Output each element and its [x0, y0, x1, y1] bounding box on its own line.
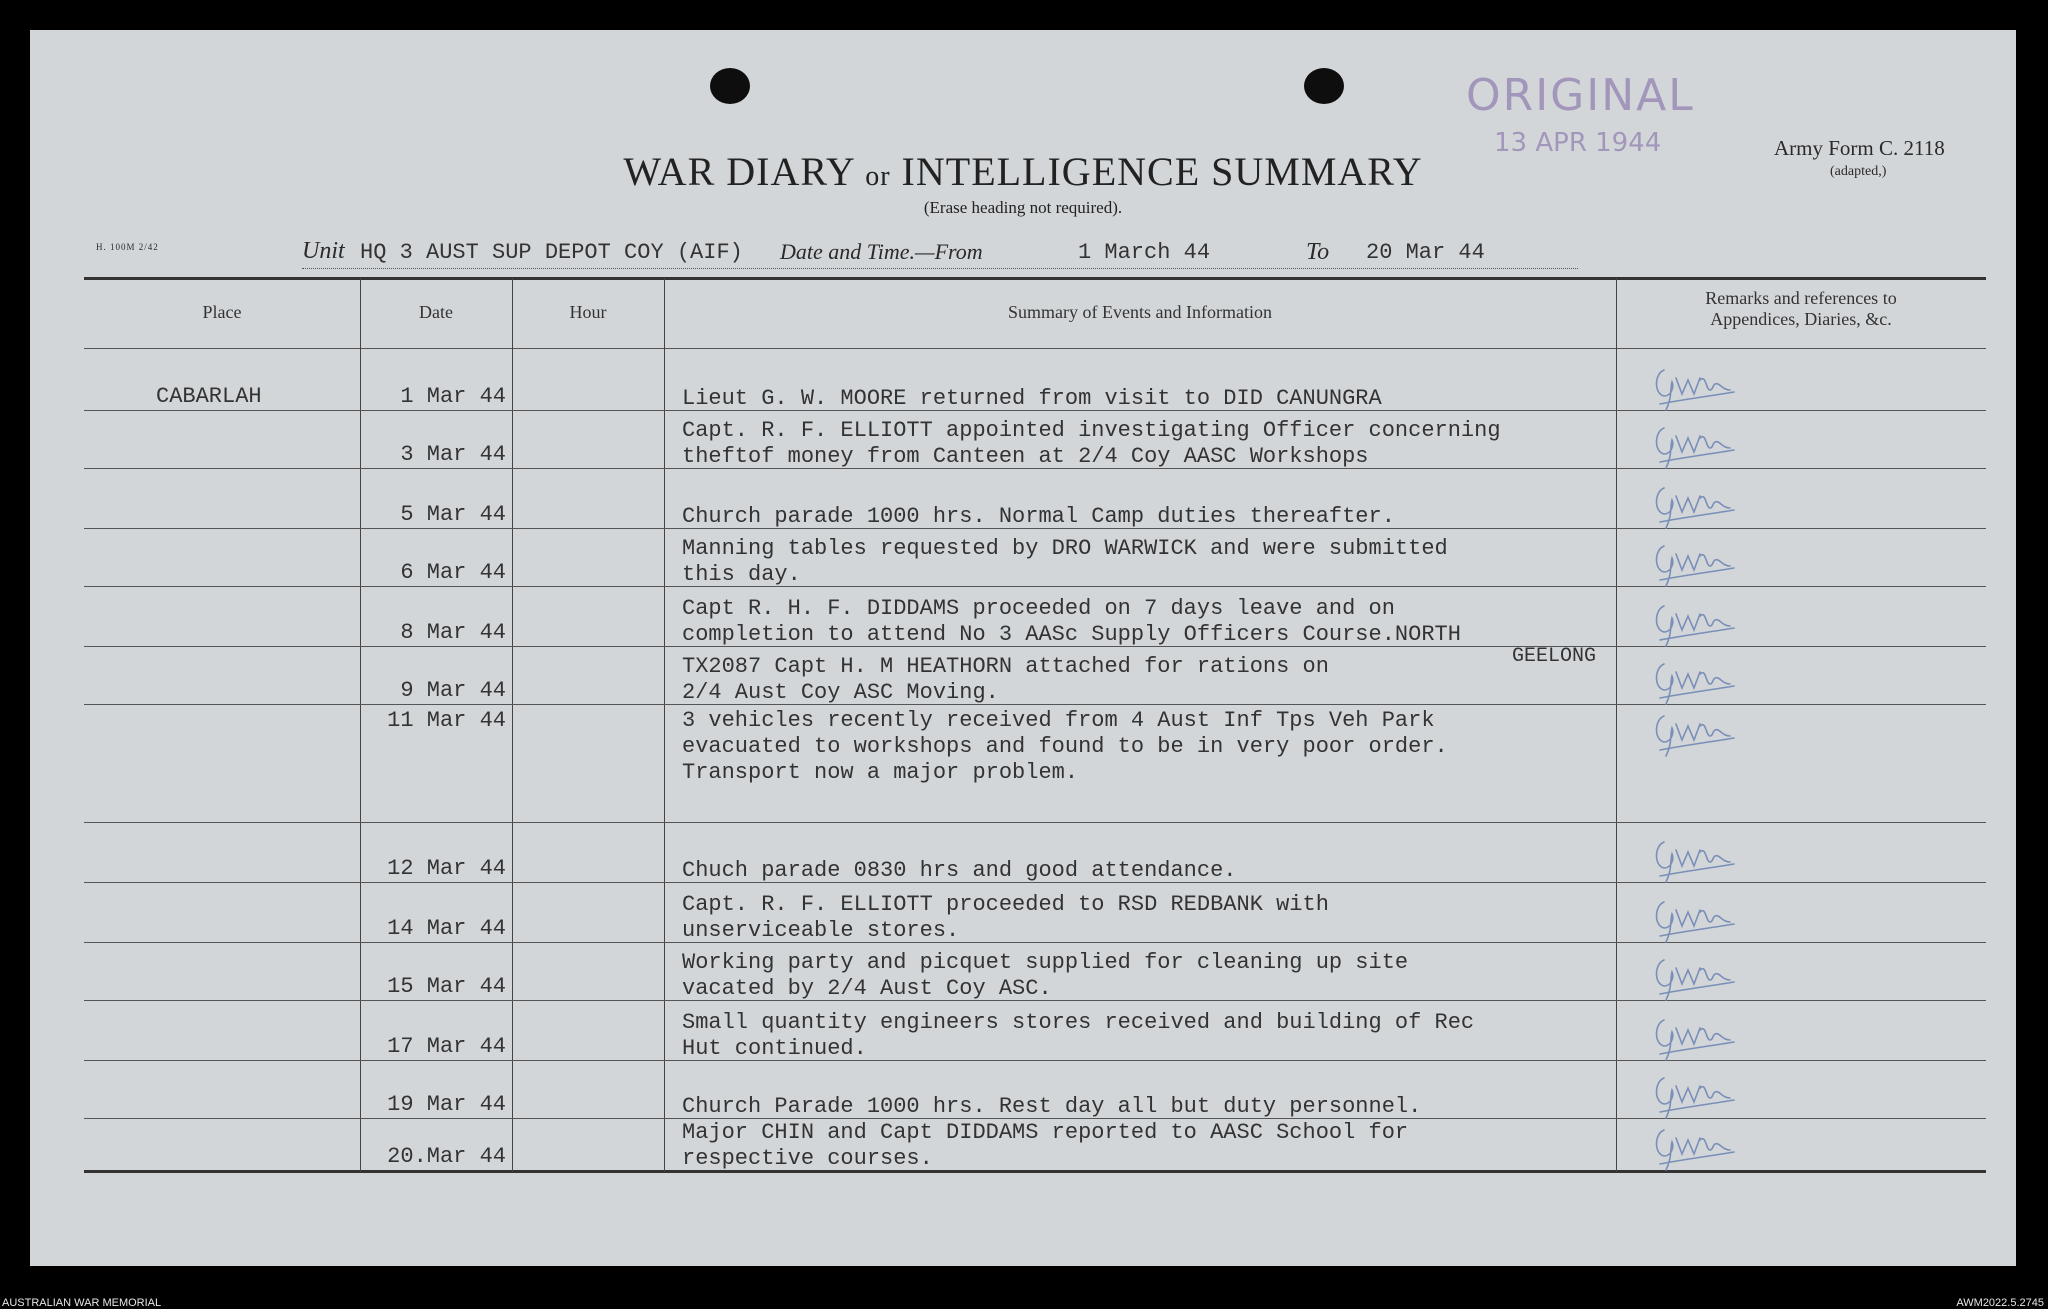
initials-signature: [1650, 950, 1740, 1008]
from-date-value: 1 March 44: [1078, 240, 1211, 265]
col-header-remarks: [1616, 288, 1986, 330]
date-time-label: Date and Time.—From: [780, 239, 983, 264]
entry-date: 8 Mar 44: [400, 620, 506, 645]
entry-date: 5 Mar 44: [400, 502, 506, 527]
initials-signature: [1650, 1010, 1740, 1068]
entry-date: 6 Mar 44: [400, 560, 506, 585]
title-or: or: [865, 161, 891, 192]
entry-date: 1 Mar 44: [400, 384, 506, 409]
initials-signature: [1650, 832, 1740, 890]
entry-summary-line: Working party and picquet supplied for cleaning up site: [682, 950, 1409, 975]
entry-date: 17 Mar 44: [387, 1034, 506, 1059]
col-divider-date: [360, 278, 361, 1172]
initials-signature: [1650, 596, 1740, 654]
punch-hole-left: [710, 68, 750, 104]
entry-summary-line: Lieut G. W. MOORE returned from visit to DID CANUNGRA: [682, 386, 1382, 411]
initials-signature: [1650, 1068, 1740, 1126]
entry-summary-line: respective courses.: [682, 1146, 933, 1171]
entry-place: CABARLAH: [156, 384, 262, 409]
entry-date: 12 Mar 44: [387, 856, 506, 881]
entry-summary-line: Church parade 1000 hrs. Normal Camp duties thereafter.: [682, 504, 1395, 529]
entry-summary-line: Hut continued.: [682, 1036, 867, 1061]
initials-signature: [1650, 478, 1740, 536]
entry-summary-line: Capt. R. F. ELLIOTT appointed investigating Officer concerning: [682, 418, 1501, 443]
title-subtitle: (Erase heading not required).: [923, 198, 1123, 217]
entry-date: 20.Mar 44: [387, 1144, 506, 1169]
entry-summary-extra: GEELONG: [1512, 645, 1597, 668]
entry-summary-line: theftof money from Canteen at 2/4 Coy AASC Workshops: [682, 444, 1369, 469]
title-intelligence: INTELLIGENCE SUMMARY: [901, 149, 1423, 194]
army-form-sub: (adapted,): [1830, 164, 1887, 179]
col-header-remarks-line1: Remarks and references to: [1705, 288, 1897, 308]
army-form-label: Army Form C. 2118: [1774, 136, 1945, 160]
entry-summary-line: this day.: [682, 562, 801, 587]
entry-summary-line: 2/4 Aust Coy ASC Moving.: [682, 680, 999, 705]
col-divider-hour: [512, 278, 513, 1172]
entry-summary-line: unserviceable stores.: [682, 918, 960, 943]
col-header-place: Place: [202, 302, 242, 322]
form-code: H. 100M 2/42: [96, 242, 159, 252]
entry-summary-line: vacated by 2/4 Aust Coy ASC.: [682, 976, 1052, 1001]
diary-sheet: [30, 30, 2016, 1266]
to-label: To: [1306, 239, 1330, 265]
entry-date: 9 Mar 44: [400, 678, 506, 703]
received-date-stamp: 13 APR 1944: [1494, 128, 1662, 158]
col-header-summary: Summary of Events and Information: [1008, 302, 1272, 322]
entry-summary-line: Major CHIN and Capt DIDDAMS reported to AASC School for: [682, 1120, 1409, 1145]
initials-signature: [1650, 706, 1740, 764]
footer-accession: AWM2022.5.2745: [1956, 1297, 2044, 1309]
col-divider-remarks: [1616, 278, 1617, 1172]
entry-summary-line: Capt. R. F. ELLIOTT proceeded to RSD REDBANK with: [682, 892, 1329, 917]
title-war-diary: WAR DIARY: [623, 149, 855, 194]
entry-summary-line: completion to attend No 3 AASc Supply Officers Course.NORTH: [682, 622, 1461, 647]
unit-label: Unit: [302, 238, 345, 264]
punch-hole-right: [1304, 68, 1344, 104]
original-stamp: ORIGINAL: [1466, 70, 1695, 121]
entry-summary-line: Small quantity engineers stores received and building of Rec: [682, 1010, 1475, 1035]
entry-summary-line: Church Parade 1000 hrs. Rest day all but duty personnel.: [682, 1094, 1422, 1119]
entry-date: 14 Mar 44: [387, 916, 506, 941]
entry-summary-line: Chuch parade 0830 hrs and good attendance.: [682, 858, 1237, 883]
entry-summary-line: Manning tables requested by DRO WARWICK and were submitted: [682, 536, 1448, 561]
row-rule: [84, 822, 1986, 823]
entry-summary-line: evacuated to workshops and found to be in very poor order.: [682, 734, 1448, 759]
entry-date: 11 Mar 44: [387, 708, 506, 733]
table-top-rule: [84, 277, 1986, 280]
entry-summary-line: Transport now a major problem.: [682, 760, 1079, 785]
entry-date: 15 Mar 44: [387, 974, 506, 999]
initials-signature: [1650, 536, 1740, 594]
col-header-date: Date: [419, 302, 453, 322]
col-divider-summary: [664, 278, 665, 1172]
col-header-remarks-line2: Appendices, Diaries, &c.: [1710, 309, 1892, 329]
initials-signature: [1650, 892, 1740, 950]
unit-header: [302, 236, 1578, 269]
diary-title: [30, 148, 2016, 195]
col-header-hour: Hour: [569, 302, 607, 322]
to-date-value: 20 Mar 44: [1366, 240, 1485, 265]
entry-summary-line: Capt R. H. F. DIDDAMS proceeded on 7 days leave and on: [682, 596, 1395, 621]
initials-signature: [1650, 360, 1740, 418]
unit-value: HQ 3 AUST SUP DEPOT COY (AIF): [360, 240, 743, 265]
entry-date: 3 Mar 44: [400, 442, 506, 467]
initials-signature: [1650, 654, 1740, 712]
initials-signature: [1650, 418, 1740, 476]
entry-summary-line: 3 vehicles recently received from 4 Aust Inf Tps Veh Park: [682, 708, 1435, 733]
entry-summary-line: TX2087 Capt H. M HEATHORN attached for rations on: [682, 654, 1329, 679]
entry-date: 19 Mar 44: [387, 1092, 506, 1117]
footer-credit: AUSTRALIAN WAR MEMORIAL: [2, 1297, 162, 1309]
initials-signature: [1650, 1120, 1740, 1178]
table-header-rule: [84, 348, 1986, 349]
